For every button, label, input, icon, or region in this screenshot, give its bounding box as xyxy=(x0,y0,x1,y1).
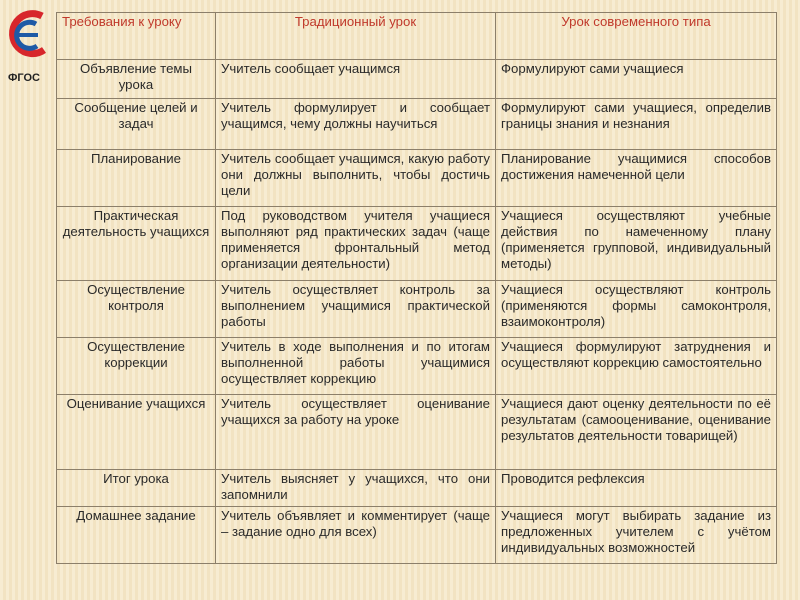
requirement-cell: Планирование xyxy=(57,150,216,207)
traditional-cell: Учитель выясняет у учащихся, что они запомнили xyxy=(216,470,496,507)
requirement-cell: Осуществление контроля xyxy=(57,281,216,338)
modern-cell: Учащиеся формулируют затруднения и осуществляют коррекцию самостоятельно xyxy=(496,338,777,395)
requirement-cell: Сообщение целей и задач xyxy=(57,99,216,150)
traditional-cell: Учитель осуществляет контроль за выполнением учащимися практической работы xyxy=(216,281,496,338)
table-row xyxy=(57,507,777,564)
lesson-comparison-table xyxy=(56,12,777,564)
table-header-row xyxy=(57,13,777,60)
modern-cell: Учащиеся осуществляют учебные действия по намеченному плану (применяется групповой, индивидуальный методы) xyxy=(496,207,777,281)
table-row xyxy=(57,207,777,281)
traditional-cell: Под руководством учителя учащиеся выполняют ряд практических задач (чаще применяется фронтальный метод организации деятельности) xyxy=(216,207,496,281)
header-traditional-lesson: Традиционный урок xyxy=(216,13,496,60)
modern-cell: Формулируют сами учащиеся xyxy=(496,60,777,99)
table-row xyxy=(57,338,777,395)
header-requirements: Требования к уроку xyxy=(57,13,216,60)
requirement-cell: Итог урока xyxy=(57,470,216,507)
modern-cell: Учащиеся дают оценку деятельности по её результатам (самооценивание, оценивание результатов деятельности товарищей) xyxy=(496,395,777,470)
traditional-cell: Учитель формулирует и сообщает учащимся, чему должны научиться xyxy=(216,99,496,150)
table-row xyxy=(57,281,777,338)
traditional-cell: Учитель объявляет и комментирует (чаще – задание одно для всех) xyxy=(216,507,496,564)
requirement-cell: Оценивание учащихся xyxy=(57,395,216,470)
requirement-cell: Практическая деятельность учащихся xyxy=(57,207,216,281)
table-row xyxy=(57,150,777,207)
modern-cell: Планирование учащимися способов достижения намеченной цели xyxy=(496,150,777,207)
traditional-cell: Учитель осуществляет оценивание учащихся за работу на уроке xyxy=(216,395,496,470)
traditional-cell: Учитель сообщает учащимся xyxy=(216,60,496,99)
table-row xyxy=(57,395,777,470)
requirement-cell: Объявление темы урока xyxy=(57,60,216,99)
modern-cell: Учащиеся осуществляют контроль (применяются формы самоконтроля, взаимоконтроля) xyxy=(496,281,777,338)
table-row xyxy=(57,99,777,150)
table-row xyxy=(57,60,777,99)
traditional-cell: Учитель в ходе выполнения и по итогам выполненной работы учащимися осуществляет коррекцию xyxy=(216,338,496,395)
table-row xyxy=(57,470,777,507)
fgos-logo-label: ФГОС xyxy=(8,72,40,84)
requirement-cell: Домашнее задание xyxy=(57,507,216,564)
modern-cell: Проводится рефлексия xyxy=(496,470,777,507)
requirement-cell: Осуществление коррекции xyxy=(57,338,216,395)
modern-cell: Учащиеся могут выбирать задание из предложенных учителем с учётом индивидуальных возможностей xyxy=(496,507,777,564)
header-modern-lesson: Урок современного типа xyxy=(496,13,777,60)
traditional-cell: Учитель сообщает учащимся, какую работу они должны выполнить, чтобы достичь цели xyxy=(216,150,496,207)
modern-cell: Формулируют сами учащиеся, определив границы знания и незнания xyxy=(496,99,777,150)
